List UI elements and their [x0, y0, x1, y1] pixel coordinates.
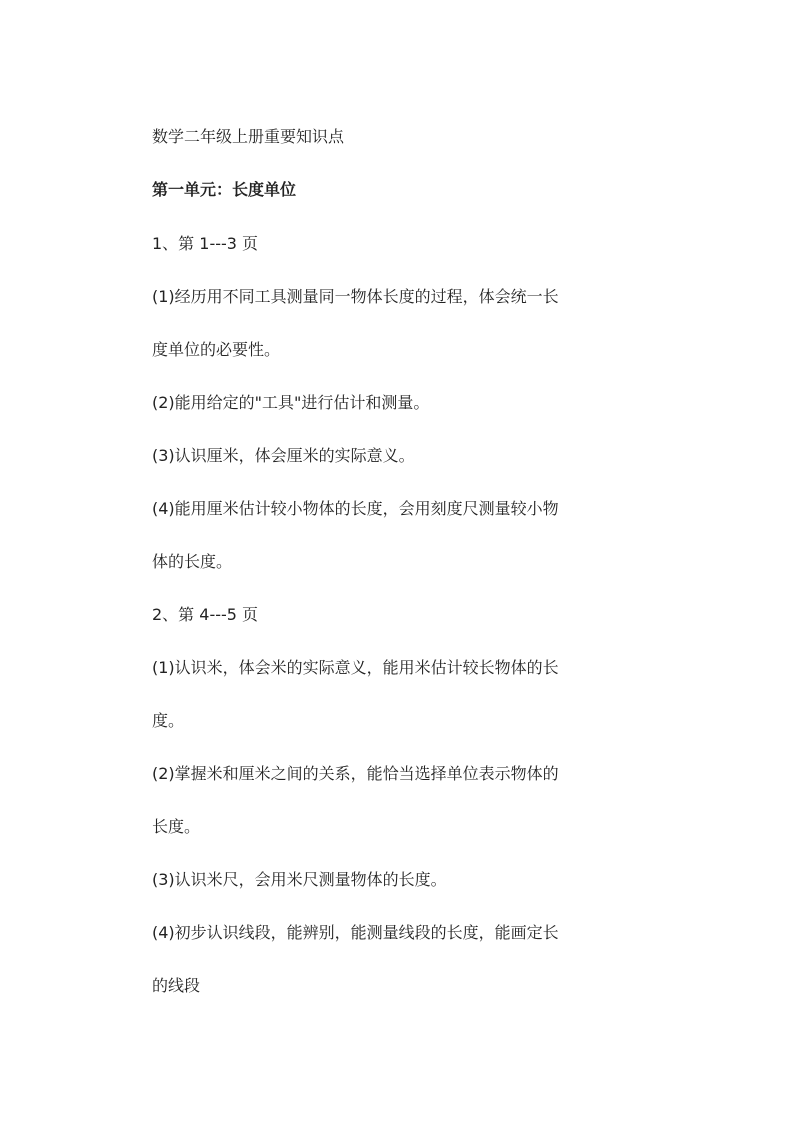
paragraph-line: 度。: [152, 711, 185, 730]
section-heading: 2、第 4---5 页: [152, 605, 259, 624]
paragraph-line: (1)经历用不同工具测量同一物体长度的过程，体会统一长: [152, 287, 559, 306]
paragraph-line: (4)能用厘米估计较小物体的长度，会用刻度尺测量较小物: [152, 499, 559, 518]
paragraph-line: (1)认识米，体会米的实际意义，能用米估计较长物体的长: [152, 658, 559, 677]
paragraph-line: 度单位的必要性。: [152, 340, 281, 359]
paragraph-line: (2)掌握米和厘米之间的关系，能恰当选择单位表示物体的: [152, 764, 559, 783]
unit-heading: 第一单元：长度单位: [152, 180, 297, 199]
paragraph-line: (3)认识米尺，会用米尺测量物体的长度。: [152, 870, 447, 889]
document-title: 数学二年级上册重要知识点: [152, 127, 345, 146]
paragraph-line: (2)能用给定的"工具"进行估计和测量。: [152, 393, 430, 412]
paragraph-line: (4)初步认识线段，能辨别，能测量线段的长度，能画定长: [152, 923, 559, 942]
section-heading: 1、第 1---3 页: [152, 234, 259, 253]
paragraph-line: 的线段: [152, 976, 201, 995]
paragraph-line: 体的长度。: [152, 552, 233, 571]
paragraph-line: 长度。: [152, 817, 201, 836]
paragraph-line: (3)认识厘米，体会厘米的实际意义。: [152, 446, 415, 465]
